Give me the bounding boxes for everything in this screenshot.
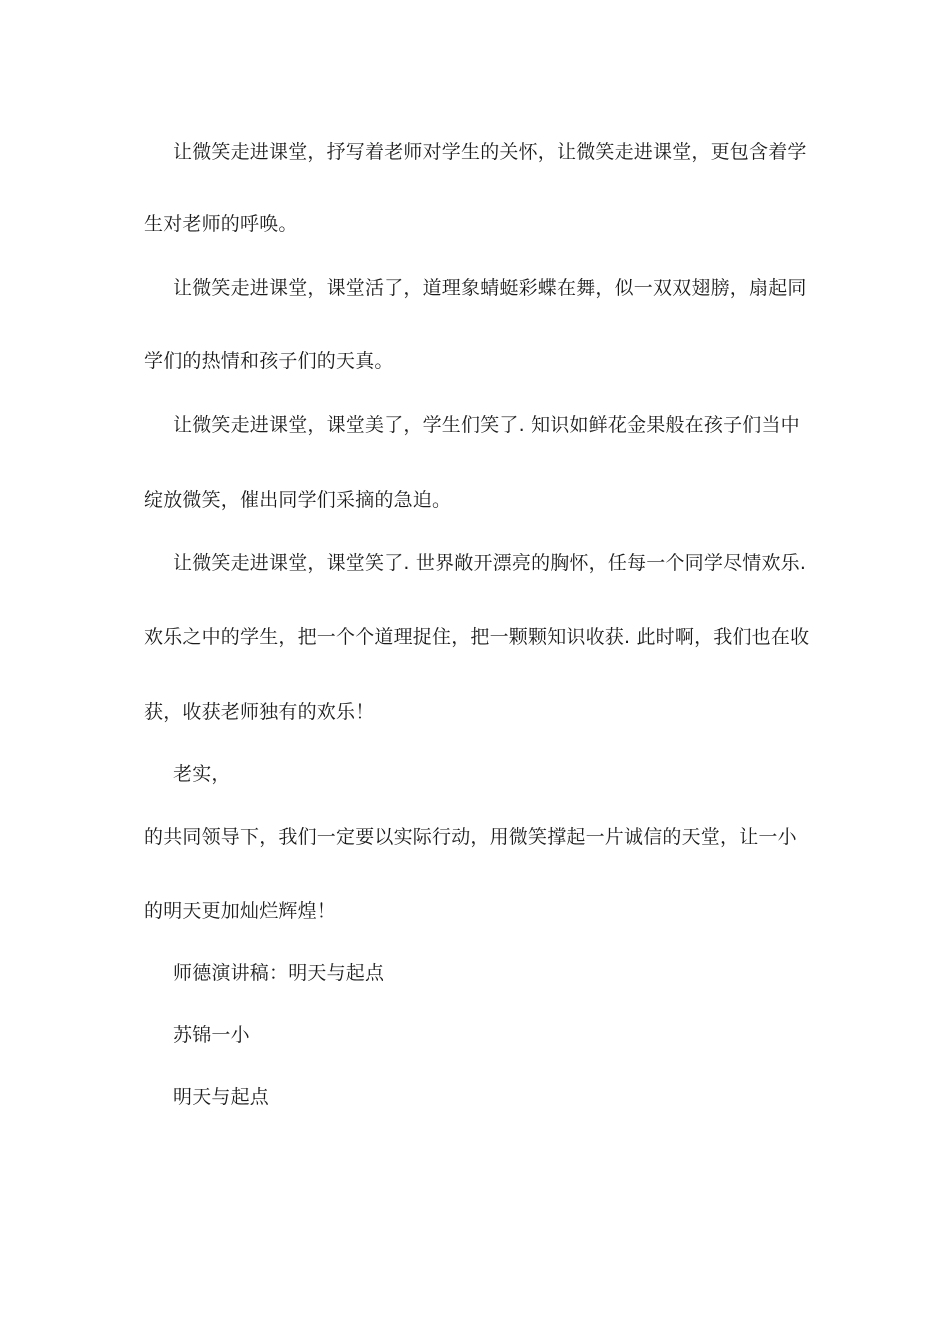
paragraph-2-line-2: 学们的热情和孩子们的天真。 bbox=[144, 350, 394, 372]
speech-title: 师德演讲稿：明天与起点 bbox=[173, 962, 385, 984]
paragraph-4-line-2: 欢乐之中的学生，把一个个道理捉住，把一颗颗知识收获. 此时啊，我们也在收 bbox=[144, 626, 810, 648]
paragraph-2-line-1: 让微笑走进课堂，课堂活了，道理象蜻蜓彩蝶在舞，似一双双翅膀，扇起同 bbox=[173, 277, 807, 299]
school-name: 苏锦一小 bbox=[173, 1024, 250, 1046]
paragraph-1-line-2: 生对老师的呼唤。 bbox=[144, 213, 298, 235]
paragraph-3-line-2: 绽放微笑，催出同学们采摘的急迫。 bbox=[144, 489, 452, 511]
paragraph-1-line-1: 让微笑走进课堂，抒写着老师对学生的关怀，让微笑走进课堂，更包含着学 bbox=[173, 141, 807, 163]
section-heading: 明天与起点 bbox=[173, 1086, 270, 1108]
paragraph-3-line-1: 让微笑走进课堂，课堂美了，学生们笑了. 知识如鲜花金果般在孩子们当中 bbox=[173, 414, 800, 436]
paragraph-4-line-3: 获，收获老师独有的欢乐！ bbox=[144, 701, 375, 723]
paragraph-4-line-1: 让微笑走进课堂，课堂笑了. 世界敞开漂亮的胸怀，任每一个同学尽情欢乐. bbox=[173, 552, 807, 574]
paragraph-5-line-2: 的共同领导下，我们一定要以实际行动，用微笑撑起一片诚信的天堂，让一小 bbox=[144, 826, 797, 848]
paragraph-5-line-3: 的明天更加灿烂辉煌！ bbox=[144, 900, 337, 922]
paragraph-5-line-1: 老实， bbox=[173, 763, 231, 785]
